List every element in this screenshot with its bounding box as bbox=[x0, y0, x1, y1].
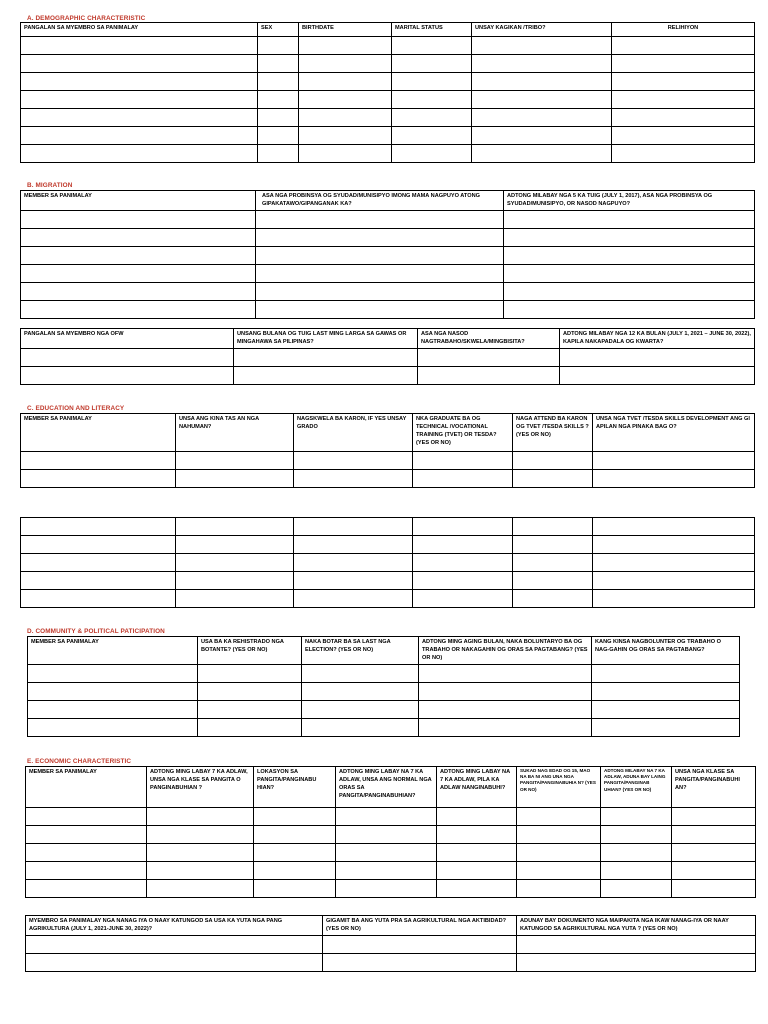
blank-cell[interactable] bbox=[28, 683, 198, 701]
table-row bbox=[26, 954, 756, 972]
blank-cell[interactable] bbox=[21, 554, 176, 572]
blank-cell[interactable] bbox=[601, 844, 672, 862]
blank-cell[interactable] bbox=[336, 826, 437, 844]
blank-cell[interactable] bbox=[419, 683, 592, 701]
blank-cell[interactable] bbox=[254, 844, 336, 862]
blank-cell[interactable] bbox=[336, 844, 437, 862]
header-highest-education: UNSA ANG KINA TAS AN NGA NAHUMAN? bbox=[176, 414, 294, 452]
blank-cell[interactable] bbox=[299, 145, 392, 163]
table-row bbox=[21, 518, 755, 536]
blank-cell[interactable] bbox=[198, 719, 302, 737]
blank-cell[interactable] bbox=[147, 862, 254, 880]
blank-cell[interactable] bbox=[513, 572, 593, 590]
blank-cell[interactable] bbox=[176, 518, 294, 536]
economic-table bbox=[25, 766, 756, 898]
blank-cell[interactable] bbox=[28, 701, 198, 719]
section-d-title: D. COMMUNITY & POLITICAL PATICIPATION bbox=[27, 628, 165, 635]
header-religion: RELIHIYON bbox=[612, 23, 755, 37]
blank-cell[interactable] bbox=[592, 719, 740, 737]
table-row bbox=[21, 283, 755, 301]
blank-cell[interactable] bbox=[26, 954, 323, 972]
blank-cell[interactable] bbox=[294, 470, 413, 488]
blank-cell[interactable] bbox=[672, 844, 756, 862]
education-rows bbox=[21, 452, 755, 488]
blank-cell[interactable] bbox=[21, 283, 256, 301]
table-row bbox=[21, 572, 755, 590]
header-tvet-skills: UNSA NGA TVET /TESDA SKILLS DEVELOPMENT ANG GI APILAN NGA PINAKA BAG O? bbox=[593, 414, 755, 452]
header-member: MEMBER SA PANIMALAY bbox=[26, 767, 147, 808]
blank-cell[interactable] bbox=[504, 265, 755, 283]
blank-cell[interactable] bbox=[28, 719, 198, 737]
blank-cell[interactable] bbox=[504, 283, 755, 301]
blank-cell[interactable] bbox=[392, 145, 472, 163]
blank-cell[interactable] bbox=[437, 826, 517, 844]
header-tribe: UNSAY KAGIKAN /TRIBO? bbox=[472, 23, 612, 37]
table-row bbox=[21, 127, 755, 145]
blank-cell[interactable] bbox=[254, 808, 336, 826]
blank-cell[interactable] bbox=[612, 127, 755, 145]
blank-cell[interactable] bbox=[258, 91, 299, 109]
blank-cell[interactable] bbox=[176, 536, 294, 554]
blank-cell[interactable] bbox=[26, 862, 147, 880]
blank-cell[interactable] bbox=[592, 665, 740, 683]
demographic-table bbox=[20, 22, 755, 163]
table-row bbox=[21, 452, 755, 470]
header-land-owner: MYEMBRO SA PANIMALAY NGA NANAG IYA O NAAY KATUNGOD SA USA KA YUTA NGA PANG AGRIKULTURA (JULY 1, 2021-JUNE 30, 2022)? bbox=[26, 916, 323, 936]
agricultural-land-table bbox=[25, 915, 756, 972]
blank-cell[interactable] bbox=[413, 470, 513, 488]
blank-cell[interactable] bbox=[323, 936, 517, 954]
blank-cell[interactable] bbox=[437, 862, 517, 880]
blank-cell[interactable] bbox=[294, 554, 413, 572]
blank-cell[interactable] bbox=[593, 590, 755, 608]
table-row bbox=[21, 109, 755, 127]
blank-cell[interactable] bbox=[413, 536, 513, 554]
blank-cell[interactable] bbox=[472, 55, 612, 73]
table-row bbox=[26, 844, 756, 862]
header-volunteered-for: KANG KINSA NAGBOLUNTER OG TRABAHO O NAG-GAHIN OG ORAS SA PAGTABANG? bbox=[592, 637, 740, 665]
blank-cell[interactable] bbox=[21, 470, 176, 488]
blank-cell[interactable] bbox=[513, 452, 593, 470]
blank-cell[interactable] bbox=[601, 862, 672, 880]
header-livelihood-location: LOKASYON SA PANGITA/PANGINABU HIAN? bbox=[254, 767, 336, 808]
header-current-schooling: NAGSKWELA BA KARON, IF YES UNSAY GRADO bbox=[294, 414, 413, 452]
blank-cell[interactable] bbox=[26, 826, 147, 844]
table-row bbox=[21, 265, 755, 283]
blank-cell[interactable] bbox=[198, 683, 302, 701]
blank-cell[interactable] bbox=[504, 229, 755, 247]
blank-cell[interactable] bbox=[437, 844, 517, 862]
blank-cell[interactable] bbox=[299, 55, 392, 73]
blank-cell[interactable] bbox=[437, 808, 517, 826]
section-e-title: E. ECONOMIC CHARACTERISTIC bbox=[27, 758, 132, 765]
blank-cell[interactable] bbox=[21, 518, 176, 536]
header-marital-status: MARITAL STATUS bbox=[392, 23, 472, 37]
education-continued-rows bbox=[21, 518, 755, 608]
blank-cell[interactable] bbox=[147, 844, 254, 862]
table-row bbox=[21, 367, 755, 385]
table-row bbox=[28, 665, 740, 683]
blank-cell[interactable] bbox=[258, 55, 299, 73]
migration-rows bbox=[21, 211, 755, 319]
blank-cell[interactable] bbox=[517, 844, 601, 862]
table-row bbox=[28, 701, 740, 719]
blank-cell[interactable] bbox=[21, 265, 256, 283]
blank-cell[interactable] bbox=[302, 665, 419, 683]
blank-cell[interactable] bbox=[593, 536, 755, 554]
blank-cell[interactable] bbox=[593, 452, 755, 470]
header-ofw-name: PANGALAN SA MYEMBRO NGA OFW bbox=[21, 329, 234, 349]
table-row bbox=[21, 470, 755, 488]
blank-cell[interactable] bbox=[21, 247, 256, 265]
table-row bbox=[21, 590, 755, 608]
blank-cell[interactable] bbox=[418, 349, 560, 367]
blank-cell[interactable] bbox=[234, 349, 418, 367]
blank-cell[interactable] bbox=[504, 301, 755, 319]
blank-cell[interactable] bbox=[413, 590, 513, 608]
blank-cell[interactable] bbox=[517, 880, 601, 898]
blank-cell[interactable] bbox=[302, 683, 419, 701]
table-row bbox=[21, 349, 755, 367]
blank-cell[interactable] bbox=[517, 936, 756, 954]
blank-cell[interactable] bbox=[517, 862, 601, 880]
blank-cell[interactable] bbox=[294, 572, 413, 590]
blank-cell[interactable] bbox=[472, 73, 612, 91]
blank-cell[interactable] bbox=[21, 37, 258, 55]
blank-cell[interactable] bbox=[472, 91, 612, 109]
table-row bbox=[21, 91, 755, 109]
blank-cell[interactable] bbox=[147, 808, 254, 826]
blank-cell[interactable] bbox=[198, 701, 302, 719]
blank-cell[interactable] bbox=[256, 283, 504, 301]
blank-cell[interactable] bbox=[21, 211, 256, 229]
economic-rows bbox=[26, 808, 756, 898]
blank-cell[interactable] bbox=[21, 367, 234, 385]
header-registered-voter: USA BA KA REHISTRADO NGA BOTANTE? (YES OR NO) bbox=[198, 637, 302, 665]
header-land-document: ADUNAY BAY DOKUMENTO NGA MAIPAKITA NGA IKAW NANAG-IYA OR NAAY KATUNGOD SA AGRIKULTURAL NGA YUTA ? (YES OR NO) bbox=[517, 916, 756, 936]
blank-cell[interactable] bbox=[302, 701, 419, 719]
blank-cell[interactable] bbox=[418, 367, 560, 385]
blank-cell[interactable] bbox=[21, 91, 258, 109]
blank-cell[interactable] bbox=[234, 367, 418, 385]
table-row bbox=[28, 683, 740, 701]
blank-cell[interactable] bbox=[176, 470, 294, 488]
blank-cell[interactable] bbox=[256, 265, 504, 283]
header-sex: SEX bbox=[258, 23, 299, 37]
header-land-used: GIGAMIT BA ANG YUTA PRA SA AGRIKULTURAL NGA AKTIBIDAD? (YES OR NO) bbox=[323, 916, 517, 936]
blank-cell[interactable] bbox=[302, 719, 419, 737]
blank-cell[interactable] bbox=[517, 826, 601, 844]
blank-cell[interactable] bbox=[294, 518, 413, 536]
blank-cell[interactable] bbox=[21, 109, 258, 127]
header-other-job: ADTONG MILABAY NA 7 KA ADLAW, ADUNA BAY LAING PANGITA/PANGINAB UHIAN? (YES OR NO) bbox=[601, 767, 672, 808]
table-row bbox=[26, 862, 756, 880]
community-rows bbox=[28, 665, 740, 737]
blank-cell[interactable] bbox=[294, 536, 413, 554]
blank-cell[interactable] bbox=[21, 590, 176, 608]
blank-cell[interactable] bbox=[21, 536, 176, 554]
header-last-departure: UNSANG BULANA OG TUIG LAST MING LARGA SA GAWAS OR MINGAHAWA SA PILIPINAS? bbox=[234, 329, 418, 349]
blank-cell[interactable] bbox=[413, 572, 513, 590]
blank-cell[interactable] bbox=[26, 936, 323, 954]
table-row bbox=[21, 229, 755, 247]
blank-cell[interactable] bbox=[612, 55, 755, 73]
blank-cell[interactable] bbox=[147, 826, 254, 844]
blank-cell[interactable] bbox=[592, 683, 740, 701]
blank-cell[interactable] bbox=[323, 954, 517, 972]
blank-cell[interactable] bbox=[472, 145, 612, 163]
table-row bbox=[28, 719, 740, 737]
blank-cell[interactable] bbox=[258, 73, 299, 91]
blank-cell[interactable] bbox=[513, 536, 593, 554]
blank-cell[interactable] bbox=[392, 73, 472, 91]
blank-cell[interactable] bbox=[258, 109, 299, 127]
blank-cell[interactable] bbox=[294, 452, 413, 470]
blank-cell[interactable] bbox=[672, 826, 756, 844]
blank-cell[interactable] bbox=[336, 808, 437, 826]
blank-cell[interactable] bbox=[198, 665, 302, 683]
blank-cell[interactable] bbox=[593, 518, 755, 536]
table-row bbox=[26, 826, 756, 844]
blank-cell[interactable] bbox=[612, 109, 755, 127]
demographic-rows bbox=[21, 37, 755, 163]
blank-cell[interactable] bbox=[513, 518, 593, 536]
blank-cell[interactable] bbox=[299, 91, 392, 109]
blank-cell[interactable] bbox=[419, 701, 592, 719]
section-c-title: C. EDUCATION AND LITERACY bbox=[27, 405, 125, 412]
blank-cell[interactable] bbox=[21, 349, 234, 367]
blank-cell[interactable] bbox=[419, 719, 592, 737]
blank-cell[interactable] bbox=[601, 826, 672, 844]
header-livelihood-type: ADTONG MING LABAY 7 KA ADLAW, UNSA NGA KLASE SA PANGITA O PANGINABUHIAN ? bbox=[147, 767, 254, 808]
blank-cell[interactable] bbox=[254, 880, 336, 898]
blank-cell[interactable] bbox=[21, 572, 176, 590]
blank-cell[interactable] bbox=[254, 862, 336, 880]
blank-cell[interactable] bbox=[256, 211, 504, 229]
table-row bbox=[21, 73, 755, 91]
blank-cell[interactable] bbox=[258, 127, 299, 145]
blank-cell[interactable] bbox=[560, 367, 755, 385]
blank-cell[interactable] bbox=[672, 862, 756, 880]
ofw-table bbox=[20, 328, 755, 385]
table-row bbox=[21, 536, 755, 554]
blank-cell[interactable] bbox=[612, 37, 755, 55]
header-remittance: ADTONG MILABAY NGA 12 KA BULAN (JULY 1, 2021 – JUNE 30, 2022), KAPILA NAKAPADALA OG KWARTA? bbox=[560, 329, 755, 349]
blank-cell[interactable] bbox=[601, 808, 672, 826]
blank-cell[interactable] bbox=[336, 880, 437, 898]
header-volunteered: ADTONG MING AGING BULAN, NAKA BOLUNTARYO BA OG TRABAHO OR NAKAGAHIN OG ORAS SA PAGTABANG? (YES OR NO) bbox=[419, 637, 592, 665]
header-country: ASA NGA NASOD NAGTRABAHO/SKWELA/MINGBISITA? bbox=[418, 329, 560, 349]
blank-cell[interactable] bbox=[413, 452, 513, 470]
header-tvet-graduate: NKA GRADUATE BA OG TECHNICAL /VOCATIONAL TRAINING (TVET) OR TESDA? (YES OR NO) bbox=[413, 414, 513, 452]
header-voted-last-election: NAKA BOTAR BA SA LAST NGA ELECTION? (YES OR NO) bbox=[302, 637, 419, 665]
education-table-continued bbox=[20, 517, 755, 608]
table-row bbox=[21, 301, 755, 319]
blank-cell[interactable] bbox=[26, 808, 147, 826]
blank-cell[interactable] bbox=[336, 862, 437, 880]
blank-cell[interactable] bbox=[513, 590, 593, 608]
blank-cell[interactable] bbox=[256, 301, 504, 319]
blank-cell[interactable] bbox=[413, 518, 513, 536]
blank-cell[interactable] bbox=[26, 880, 147, 898]
blank-cell[interactable] bbox=[437, 880, 517, 898]
blank-cell[interactable] bbox=[560, 349, 755, 367]
blank-cell[interactable] bbox=[256, 247, 504, 265]
blank-cell[interactable] bbox=[299, 127, 392, 145]
migration-table bbox=[20, 190, 755, 319]
header-member: MEMBER SA PANIMALAY bbox=[21, 191, 256, 211]
blank-cell[interactable] bbox=[299, 109, 392, 127]
table-row bbox=[26, 936, 756, 954]
blank-cell[interactable] bbox=[21, 55, 258, 73]
blank-cell[interactable] bbox=[176, 452, 294, 470]
header-mother-residence: ASA NGA PROBINSYA OG SYUDAD/MUNISIPYO IMONG MAMA NAGPUYO ATONG GIPAKATAWO/GIPANGANAK KA? bbox=[256, 191, 504, 211]
blank-cell[interactable] bbox=[21, 73, 258, 91]
blank-cell[interactable] bbox=[392, 37, 472, 55]
header-member: MEMBER SA PANIMALAY bbox=[28, 637, 198, 665]
blank-cell[interactable] bbox=[176, 590, 294, 608]
blank-cell[interactable] bbox=[504, 211, 755, 229]
table-row bbox=[21, 211, 755, 229]
blank-cell[interactable] bbox=[612, 91, 755, 109]
blank-cell[interactable] bbox=[472, 127, 612, 145]
blank-cell[interactable] bbox=[672, 808, 756, 826]
blank-cell[interactable] bbox=[517, 954, 756, 972]
table-row bbox=[21, 55, 755, 73]
blank-cell[interactable] bbox=[472, 109, 612, 127]
blank-cell[interactable] bbox=[612, 145, 755, 163]
blank-cell[interactable] bbox=[258, 37, 299, 55]
blank-cell[interactable] bbox=[392, 55, 472, 73]
agricultural-rows bbox=[26, 936, 756, 972]
blank-cell[interactable] bbox=[21, 452, 176, 470]
table-row bbox=[21, 37, 755, 55]
blank-cell[interactable] bbox=[176, 554, 294, 572]
blank-cell[interactable] bbox=[21, 301, 256, 319]
blank-cell[interactable] bbox=[419, 665, 592, 683]
education-table bbox=[20, 413, 755, 488]
blank-cell[interactable] bbox=[593, 554, 755, 572]
section-b-title: B. MIGRATION bbox=[27, 182, 73, 189]
blank-cell[interactable] bbox=[592, 701, 740, 719]
blank-cell[interactable] bbox=[21, 127, 258, 145]
blank-cell[interactable] bbox=[294, 590, 413, 608]
blank-cell[interactable] bbox=[256, 229, 504, 247]
header-first-job: SUKAD NAG EDAD OG 15, MAO NA BA NI ANG UNA NGA PANGITA/PANGINABUHIA N? (YES OR NO) bbox=[517, 767, 601, 808]
blank-cell[interactable] bbox=[26, 844, 147, 862]
table-row bbox=[21, 554, 755, 572]
blank-cell[interactable] bbox=[517, 808, 601, 826]
table-row bbox=[26, 880, 756, 898]
header-residence-5-years: ADTONG MILABAY NGA 5 KA TUIG (JULY 1, 2017), ASA NGA PROBINSYA OG SYUDAD/MUNISIPYO, OR NASOD NAGPUYO? bbox=[504, 191, 755, 211]
header-member: MEMBER SA PANIMALAY bbox=[21, 414, 176, 452]
header-tvet-attending: NAGA ATTEND BA KARON OG TVET /TESDA SKILLS ? (YES OR NO) bbox=[513, 414, 593, 452]
table-row bbox=[26, 808, 756, 826]
blank-cell[interactable] bbox=[299, 37, 392, 55]
header-member-name: PANGALAN SA MYEMBRO SA PANIMALAY bbox=[21, 23, 258, 37]
ofw-rows bbox=[21, 349, 755, 385]
blank-cell[interactable] bbox=[176, 572, 294, 590]
blank-cell[interactable] bbox=[392, 127, 472, 145]
blank-cell[interactable] bbox=[513, 554, 593, 572]
blank-cell[interactable] bbox=[612, 73, 755, 91]
table-row bbox=[21, 145, 755, 163]
blank-cell[interactable] bbox=[392, 109, 472, 127]
section-a-title: A. DEMOGRAPHIC CHARACTERISTIC bbox=[27, 15, 146, 22]
blank-cell[interactable] bbox=[472, 37, 612, 55]
blank-cell[interactable] bbox=[593, 572, 755, 590]
blank-cell[interactable] bbox=[147, 880, 254, 898]
blank-cell[interactable] bbox=[299, 73, 392, 91]
blank-cell[interactable] bbox=[413, 554, 513, 572]
table-row bbox=[21, 247, 755, 265]
blank-cell[interactable] bbox=[672, 880, 756, 898]
blank-cell[interactable] bbox=[258, 145, 299, 163]
blank-cell[interactable] bbox=[21, 145, 258, 163]
community-table bbox=[27, 636, 740, 737]
header-normal-hours: ADTONG MING LABAY NA 7 KA ADLAW, UNSA ANG NORMAL NGA ORAS SA PANGITA/PANGINABUHIAN? bbox=[336, 767, 437, 808]
blank-cell[interactable] bbox=[21, 229, 256, 247]
blank-cell[interactable] bbox=[504, 247, 755, 265]
blank-cell[interactable] bbox=[254, 826, 336, 844]
blank-cell[interactable] bbox=[593, 470, 755, 488]
blank-cell[interactable] bbox=[601, 880, 672, 898]
header-birthdate: BIRTHDATE bbox=[299, 23, 392, 37]
blank-cell[interactable] bbox=[513, 470, 593, 488]
blank-cell[interactable] bbox=[392, 91, 472, 109]
blank-cell[interactable] bbox=[28, 665, 198, 683]
header-job-kind: UNSA NGA KLASE SA PANGITA/PANGINABUHI AN? bbox=[672, 767, 756, 808]
header-days-worked: ADTONG MING LABAY NA 7 KA ADLAW, PILA KA ADLAW NANGINABUHI? bbox=[437, 767, 517, 808]
